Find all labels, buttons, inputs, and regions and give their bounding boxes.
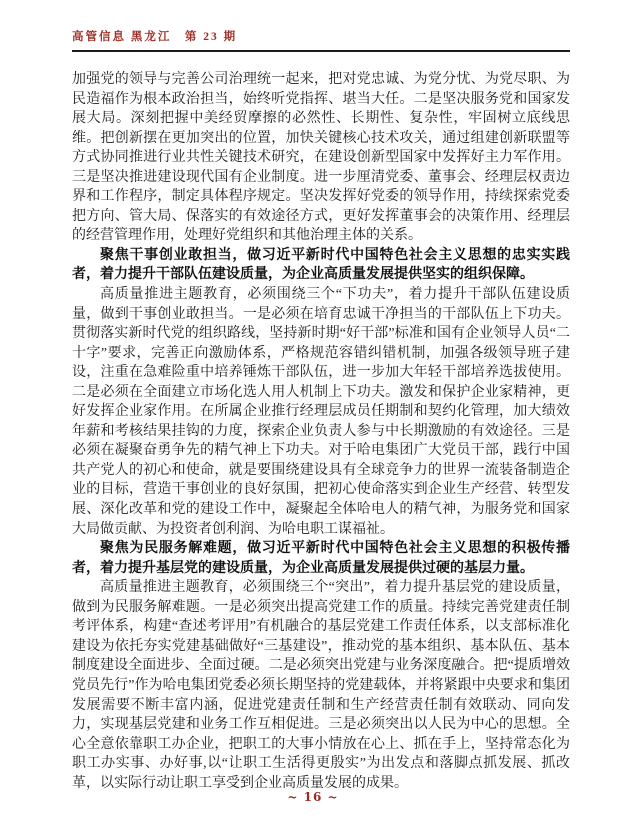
- document-body: [72, 70, 570, 793]
- page-header: [72, 28, 570, 52]
- paragraph: 聚焦干事创业敢担当，做习近平新时代中国特色社会主义思想的忠实实践者，着力提升干部队伍建设质量，为企业高质量发展提供坚实的组织保障。: [72, 247, 570, 283]
- header-rule: [72, 50, 570, 52]
- paragraph: 高质量推进主题教育，必须围绕三个“突出”，着力提升基层党的建设质量，做到为民服务解难题。一是必须突出提高党建工作的质量。持续完善党建责任制考评体系，构建“查述考评用”有机融合的基层党建工作责任体系，以支部标准化建设为依托夯实党建基础做好“三基建设”，推动党的基本组织、基本队伍、基本制度建设全面进步、全面过硬。二是必须突出党建与业务深度融合。把“提质增效党员先行”作为哈电集团党委必须长期坚持的党建载体，并将紧跟中央要求和集团发展需要不断丰富内涵，促进党建责任制和生产经营责任制有效联动、同向发力，实现基层党建和业务工作互相促进。三是必须突出以人民为中心的思想。全心全意依靠职工办企业，把职工的大事小情放在心上、抓在手上，坚持常态化为职工办实事、办好事,以“让职工生活得更殷实”为出发点和落脚点抓发展、抓改革，以实际行动让职工享受到企业高质量发展的成果。: [72, 580, 570, 791]
- paragraph: 高质量推进主题教育，必须围绕三个“下功夫”，着力提升干部队伍建设质量，做到干事创业敢担当。一是必须在培育忠诚干净担当的干部队伍上下功夫。贯彻落实新时代党的组织路线，坚持新时期“好干部”标准和国有企业领导人员“二十字”要求，完善正向激励体系，严格规范容错纠错机制，加强各级领导班子建设，注重在急难险重中培养锤炼干部队伍，进一步加大年轻干部培养选拔使用。二是必须在全面建立市场化选人用人机制上下功夫。激发和保护企业家精神，更好发挥企业家作用。在所属企业推行经理层成员任期制和契约化管理，加大绩效年薪和考核结果挂钩的力度，探索企业负责人参与中长期激励的有效途径。三是必须在凝聚奋勇争先的精气神上下功夫。对于哈电集团广大党员干部，践行中国共产党人的初心和使命，就是要围绕建设具有全球竞争力的世界一流装备制造企业的目标，营造干事创业的良好氛围，把初心使命落实到企业生产经营、转型发展、深化改革和党的建设工作中，凝聚起全体哈电人的精气神，为服务党和国家大局做贡献、为投资者创利润、为哈电职工谋福祉。: [72, 287, 570, 537]
- paragraph: 加强党的领导与完善公司治理统一起来，把对党忠诚、为党分忧、为党尽职、为民造福作为根本政治担当，始终听党指挥、堪当大任。二是坚决服务党和国家发展大局。深刻把握中美经贸摩擦的必然性、长期性、复杂性，牢固树立底线思维。把创新摆在更加突出的位置，加快关键核心技术攻关，通过组建创新联盟等方式协同推进行业共性关键技术研究，在建设创新型国家中发挥好主力军作用。三是坚决推进建设现代国有企业制度。进一步厘清党委、董事会、经理层权责边界和工作程序，制定具体程序规定。坚决发挥好党委的领导作用，持续探索党委把方向、管大局、保落实的有效途径方式，更好发挥董事会的决策作用、经理层的经营管理作用，处理好党组织和其他治理主体的关系。: [72, 72, 570, 244]
- page-footer: [0, 788, 626, 806]
- paragraph: 聚焦为民服务解难题，做习近平新时代中国特色社会主义思想的积极传播者，着力提升基层党的建设质量，为企业高质量发展提供过硬的基层力量。: [72, 541, 570, 576]
- header-title: 高管信息 黑龙江 第 23 期: [72, 31, 238, 43]
- page-number: ~ 16 ~: [287, 790, 339, 804]
